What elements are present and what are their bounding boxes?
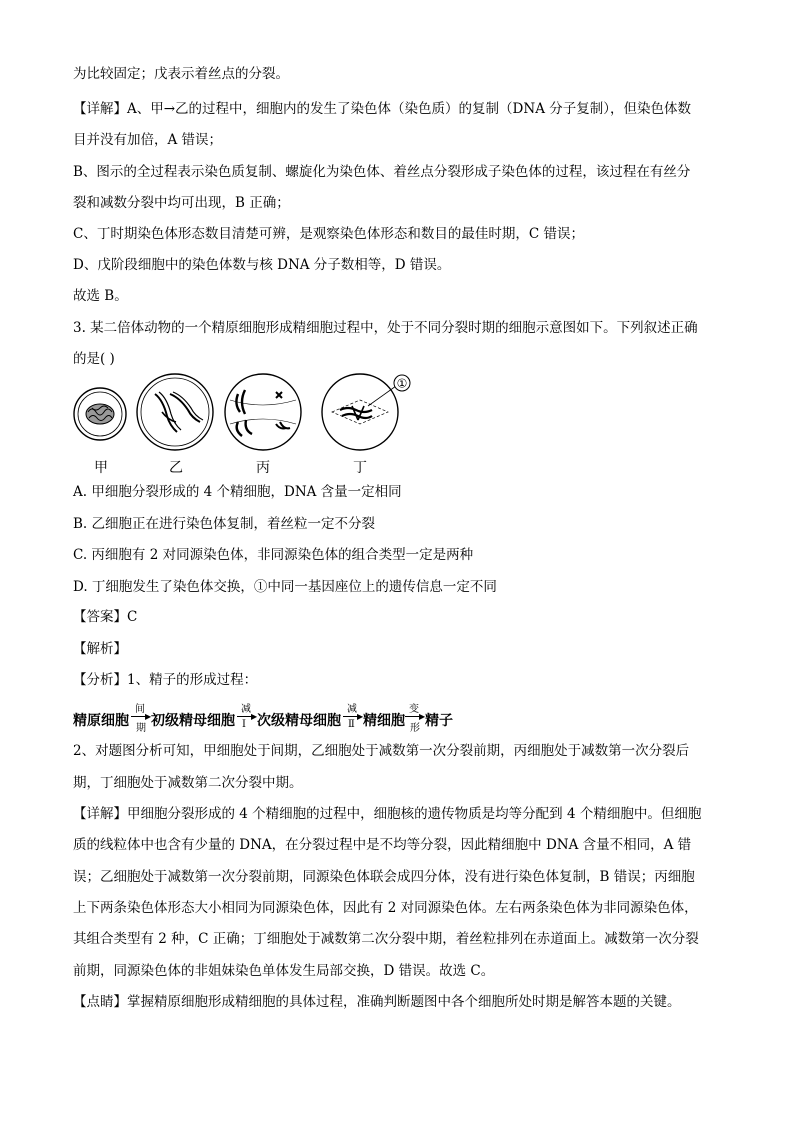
detail-line: 质的线粒体中也含有少量的 DNA，在分裂过程中是不均等分裂，因此精细胞中 DNA 含量不相同，A 错: [73, 837, 692, 853]
formula-stage: 初级精母细胞: [151, 713, 235, 729]
arrow-label: Ⅱ: [348, 719, 355, 730]
formula-stage: 精子: [425, 713, 453, 729]
text-line: D、戊阶段细胞中的染色体数与核 DNA 分子数相等，D 错误。: [73, 257, 451, 273]
arrow-label: 减: [347, 704, 357, 715]
text-line: 【详解】A、甲→乙的过程中，细胞内的发生了染色体（染色质）的复制（DNA 分子复制），但染色体数: [73, 101, 691, 117]
question-stem: 的是( ): [73, 351, 115, 367]
arrow-label: Ⅰ: [242, 719, 246, 730]
question-stem: 3. 某二倍体动物的一个精原细胞形成精细胞过程中，处于不同分裂时期的细胞示意图如下。下列叙述正确: [73, 320, 698, 336]
analysis-line: 期，丁细胞处于减数第二次分裂中期。: [73, 775, 303, 791]
formula-arrow: 变 ▶ 形: [405, 706, 427, 728]
cell-jia: [74, 388, 126, 440]
formula-arrow: 减 ▶ Ⅱ: [343, 706, 365, 728]
arrow-label: 变: [409, 704, 419, 715]
text-line: 裂和减数分裂中均可出现，B 正确；: [73, 195, 290, 211]
formula-stage: 次级精母细胞: [257, 713, 341, 729]
option-b: B. 乙细胞正在进行染色体复制，着丝粒一定不分裂: [73, 516, 376, 532]
option-d: D. 丁细胞发生了染色体交换，①中同一基因座位上的遗传信息一定不同: [73, 579, 497, 595]
analysis-line: 【分析】1、精子的形成过程：: [73, 672, 258, 688]
answer-line: 【答案】C: [73, 609, 138, 625]
detail-line: 其组合类型有 2 种，C 正确；丁细胞处于减数第二次分裂中期，着丝粒排列在赤道面上。减数第一次分裂: [73, 931, 699, 947]
marker-label: ①: [396, 376, 408, 391]
text-line: 目并没有加倍，A 错误；: [73, 132, 223, 148]
cell-yi: [137, 374, 213, 450]
formula-arrow: 间 ▶ 期: [131, 706, 153, 728]
text-line: B、图示的全过程表示染色质复制、螺旋化为染色体、着丝点分裂形成子染色体的过程，该过程在有丝分: [73, 164, 691, 180]
detail-line: 前期，同源染色体的非姐妹染色单体发生局部交换，D 错误。故选 C。: [73, 963, 495, 979]
arrow-label: 减: [241, 704, 251, 715]
detail-line: 【详解】甲细胞分裂形成的 4 个精细胞的过程中，细胞核的遗传物质是均等分配到 4 个精细胞中。但细胞: [73, 806, 702, 822]
cell-ding: [322, 374, 410, 450]
cell-label-jia: 甲: [94, 460, 108, 476]
cell-label-bing: 丙: [256, 460, 270, 476]
option-c: C. 丙细胞有 2 对同源染色体，非同源染色体的组合类型一定是两种: [73, 547, 474, 563]
formula-stage: 精细胞: [363, 713, 405, 729]
arrow-label: 形: [410, 723, 420, 734]
detail-line: 上下两条染色体形态大小相同为同源染色体，因此有 2 对同源染色体。左右两条染色体为非同源染色体，: [73, 900, 698, 916]
remark-line: 【点睛】掌握精原细胞形成精细胞的具体过程，准确判断题图中各个细胞所处时期是解答本题的关键。: [73, 994, 681, 1010]
detail-line: 误；乙细胞处于减数第一次分裂前期，同源染色体联会成四分体，没有进行染色体复制，B 错误；丙细胞: [73, 869, 695, 885]
cell-bing: [225, 374, 301, 450]
cell-label-ding: 丁: [353, 460, 367, 476]
cell-label-yi: 乙: [169, 460, 183, 476]
arrow-label: 期: [136, 723, 146, 734]
arrow-label: 间: [135, 704, 145, 715]
formula-stage: 精原细胞: [73, 713, 129, 729]
analysis-line: 2、对题图分析可知，甲细胞处于间期，乙细胞处于减数第一次分裂前期，丙细胞处于减数第一次分裂后: [73, 743, 690, 759]
text-line: C、丁时期染色体形态数目清楚可辨，是观察染色体形态和数目的最佳时期，C 错误；: [73, 226, 584, 242]
option-a: A. 甲细胞分裂形成的 4 个精细胞，DNA 含量一定相同: [73, 484, 402, 500]
text-line: 故选 B。: [73, 288, 128, 304]
analysis-heading: 【解析】: [73, 641, 127, 657]
formula-arrow: 减 ▶ Ⅰ: [237, 706, 259, 728]
text-line: 为比较固定；戊表示着丝点的分裂。: [73, 66, 289, 82]
